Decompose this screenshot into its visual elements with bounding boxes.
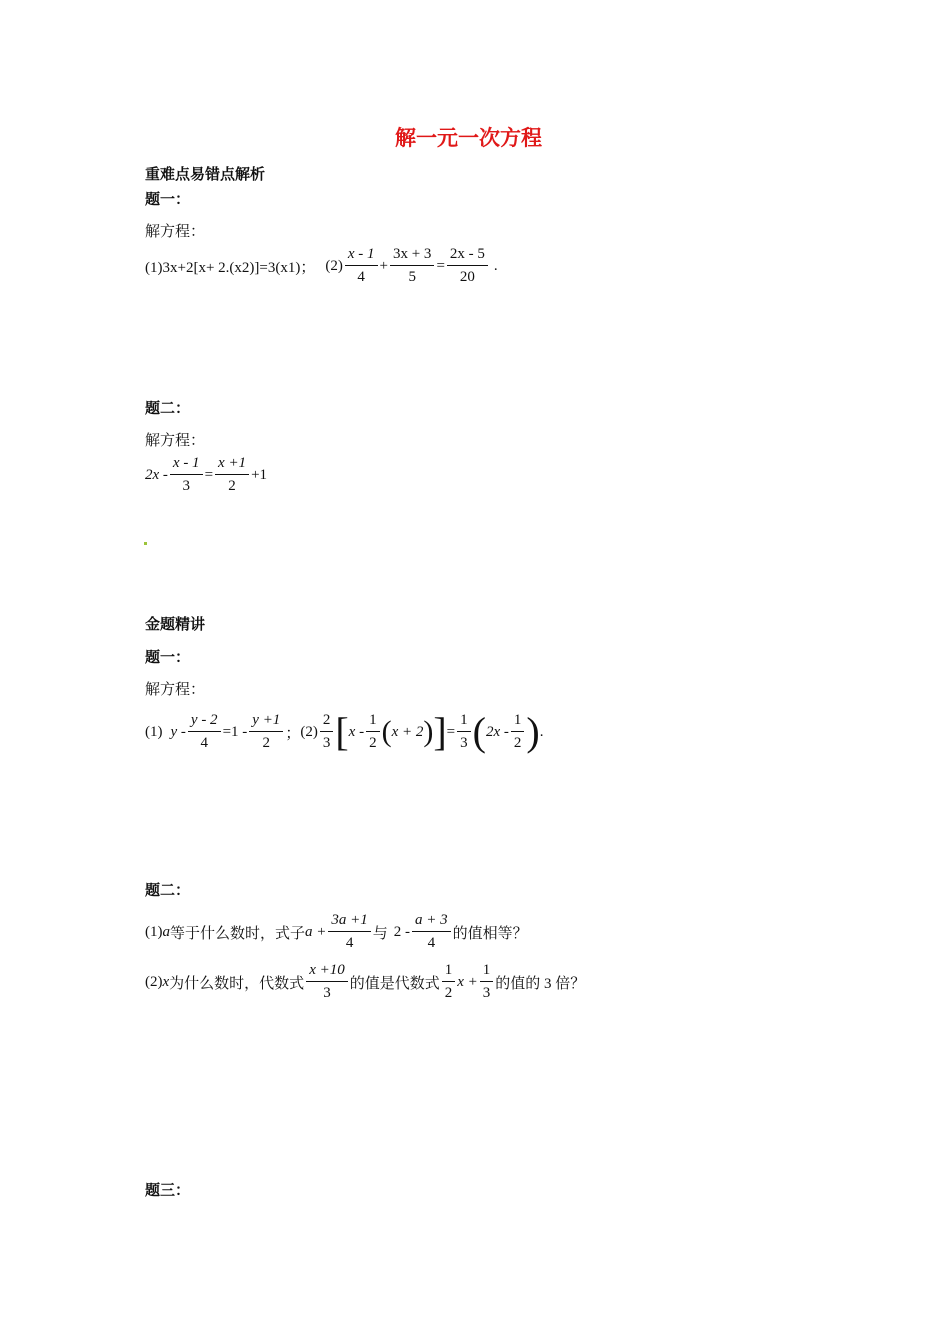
fraction: $\frac{y - 2}{4}$ [188,712,221,752]
period: . [493,257,498,274]
question-label-3: 题三： [145,1181,191,1199]
question-label-1: 题一： [145,648,191,666]
operator: =1 - [222,723,248,740]
question-label-1: 题一： [145,190,191,208]
term: x + 2 [391,723,424,740]
question-text: 等于什么数时，式子 [170,925,306,942]
fraction: $\frac{3a +1}{4}$ [328,912,370,952]
question-text: 的值相等？ [452,925,528,942]
question-text: 的值是代数式 [349,975,440,992]
fraction: $\frac{1}{3}$ [457,712,471,752]
question-text: 的值的 3 倍？ [495,975,586,992]
question-line-2 [145,962,585,1002]
question-label-2: 题二： [145,881,191,899]
question-line-1 [145,912,528,952]
fraction: $\frac{2}{3}$ [320,712,334,752]
fraction: $\frac{x +10}{3}$ [306,962,348,1002]
fraction: $\frac{x - 1}{3}$ [170,455,203,495]
fraction: $\frac{x - 1}{4}$ [345,246,378,286]
part-label: (1) [145,723,163,740]
left-paren: ( [381,715,392,748]
fraction: $\frac{3x + 3}{5}$ [390,246,434,286]
fraction: $\frac{a + 3}{4}$ [412,912,451,952]
page-title: 解一元一次方程 [395,126,542,150]
equation-part-1: (1)3x+2[x+ 2.(x2)]=3(x1)； [145,259,316,276]
fraction: $\frac{1}{2}$ [366,712,380,752]
section-heading-lecture: 金题精讲 [145,615,206,633]
operator: + [379,257,388,274]
part-label: (2) [145,973,163,990]
equation-line-1 [145,246,498,286]
operator: = [204,466,214,483]
term: x + [457,973,478,990]
operator: = [436,257,445,274]
fraction: $\frac{2x - 5}{20}$ [447,246,488,286]
section-heading-analysis: 重难点易错点解析 [145,165,266,183]
fraction: $\frac{1}{2}$ [511,712,525,752]
fraction: $\frac{y +1}{2}$ [249,712,283,752]
variable: a [162,923,170,940]
stray-mark [144,542,147,545]
left-paren: ( [472,709,486,754]
right-paren: ) [526,709,540,754]
term: x - [348,723,365,740]
part-label: (1) [145,923,163,940]
prompt-text: 解方程： [145,431,206,449]
prompt-text: 解方程： [145,222,206,240]
prompt-text: 解方程： [145,680,206,698]
question-text: 与 [372,925,388,942]
right-bracket: ] [433,709,447,754]
fraction: $\frac{1}{3}$ [480,962,494,1002]
fraction: $\frac{1}{2}$ [442,962,456,1002]
equation-line-3 [145,709,544,754]
left-bracket: [ [335,709,349,754]
question-label-2: 题二： [145,399,191,417]
term: a + [305,923,327,940]
part-label: (2) [300,723,318,740]
question-text: 为什么数时，代数式 [169,975,305,992]
equation-tail: +1 [251,466,268,483]
term: 2 - [393,923,411,940]
equation-lead: y - [170,723,186,740]
variable: x [162,973,170,990]
equation-lead: 2x - [145,466,168,483]
fraction: $\frac{x +1}{2}$ [215,455,249,495]
term: 2x - [485,723,509,740]
period: . [539,723,544,740]
right-paren: ) [423,715,434,748]
part-label: (2) [325,257,343,274]
equation-line-2 [145,455,267,495]
operator: = [446,723,456,740]
separator: ； [285,725,301,742]
